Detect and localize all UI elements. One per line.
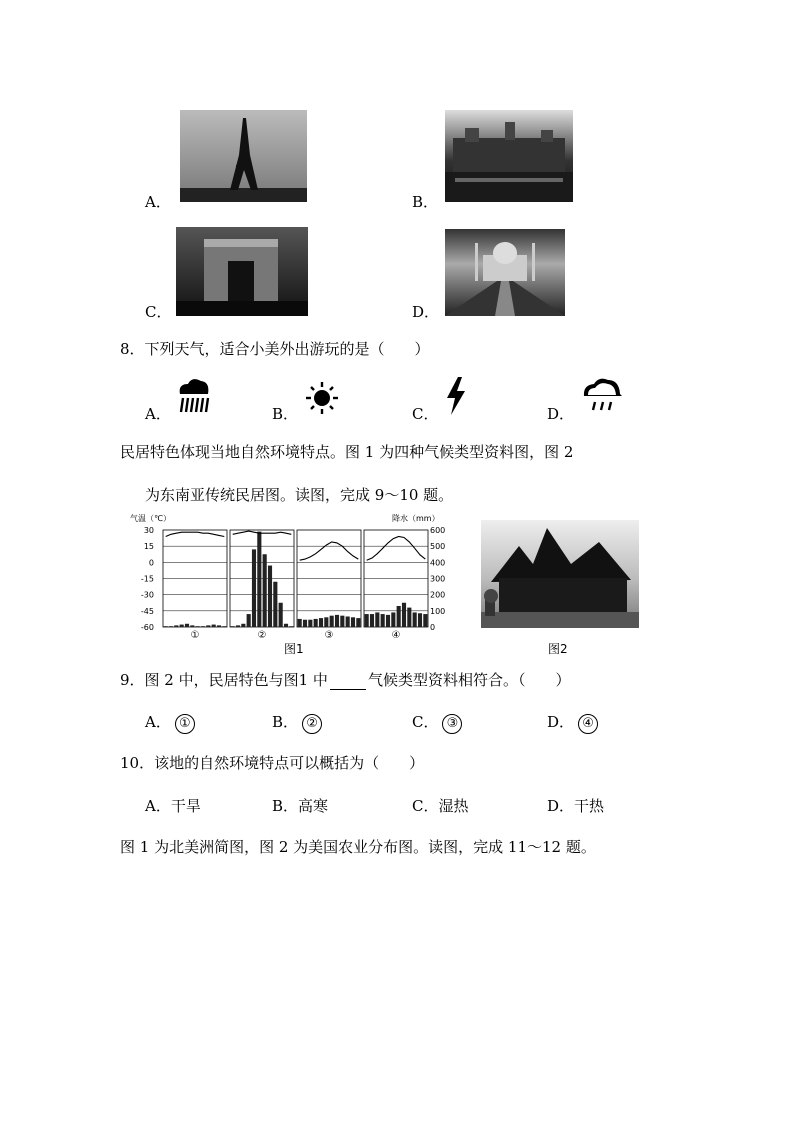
precipitation-tick-label: 500 xyxy=(430,542,446,552)
q10-option-a-letter: A． xyxy=(145,797,171,815)
southeast-asian-house-photo xyxy=(481,520,639,628)
q10-option-d-letter: D． xyxy=(547,797,575,815)
precipitation-bar xyxy=(273,582,277,627)
precipitation-bar xyxy=(206,625,210,627)
precipitation-bar xyxy=(164,626,168,627)
precipitation-bar xyxy=(284,624,288,627)
q9-option-c-letter: C． xyxy=(412,713,439,731)
q9-option-d-value: ④ xyxy=(578,714,598,734)
q10-option-b xyxy=(272,795,328,816)
taj-mahal-photo xyxy=(445,229,565,316)
precipitation-bar xyxy=(217,625,221,627)
temperature-tick-label: -60 xyxy=(140,623,154,632)
precipitation-bar xyxy=(423,614,427,627)
sunny-icon xyxy=(303,380,341,416)
eiffel-tower-photo xyxy=(180,110,307,202)
heavy-rain-icon xyxy=(176,376,212,416)
q10-option-d xyxy=(547,795,604,816)
q10-option-d-value: 干热 xyxy=(574,797,605,815)
q7-option-c-letter: C． xyxy=(145,303,172,321)
q9-option-d-letter: D． xyxy=(547,713,575,731)
temperature-curve xyxy=(166,532,225,536)
temperature-curve xyxy=(367,537,426,561)
q9-stem xyxy=(120,669,570,690)
precipitation-bar xyxy=(407,608,411,627)
precipitation-bar xyxy=(196,626,200,627)
precipitation-bar xyxy=(222,626,226,627)
precipitation-bar xyxy=(201,626,205,627)
precipitation-bar xyxy=(236,625,240,627)
temperature-axis-label: 气温（℃） xyxy=(130,514,171,523)
figure1-caption: 图1 xyxy=(284,642,304,656)
precipitation-bar xyxy=(169,626,173,627)
q9-option-b-value: ② xyxy=(302,714,322,734)
precipitation-bar xyxy=(335,615,339,627)
precipitation-bar xyxy=(185,624,189,627)
precipitation-tick-label: 400 xyxy=(430,558,446,568)
q10-option-b-value: 高寒 xyxy=(298,797,329,815)
light-rain-icon xyxy=(582,374,624,416)
precipitation-bar xyxy=(413,612,417,627)
q10-stem: 10．该地的自然环境特点可以概括为（ ） xyxy=(120,754,425,772)
q10-option-c-letter: C． xyxy=(412,797,439,815)
temperature-tick-label: -45 xyxy=(140,606,154,616)
q10-option-c xyxy=(412,795,469,816)
precipitation-bar xyxy=(174,625,178,627)
q9-option-a xyxy=(145,711,195,734)
precipitation-bar xyxy=(263,554,267,627)
precipitation-bar xyxy=(308,620,312,627)
q10-option-b-letter: B． xyxy=(272,797,299,815)
q9-option-a-letter: A． xyxy=(145,713,171,731)
figure2-caption: 图2 xyxy=(548,642,568,656)
precipitation-bar xyxy=(375,612,379,627)
temperature-tick-label: 30 xyxy=(143,526,154,535)
precipitation-bar xyxy=(330,616,334,627)
q8-stem: 8．下列天气，适合小美外出游玩的是（ ） xyxy=(120,340,430,358)
q8-option-c-letter: C． xyxy=(412,405,439,423)
precipitation-bar xyxy=(180,625,184,627)
temperature-tick-label: 15 xyxy=(143,542,154,552)
precipitation-tick-label: 300 xyxy=(430,574,446,584)
precipitation-bar xyxy=(247,614,251,627)
intro-9-10-line2: 为东南亚传统民居图。读图，完成 9～10 题。 xyxy=(145,486,454,504)
precipitation-bar xyxy=(298,619,302,627)
precipitation-bar xyxy=(268,566,272,627)
precipitation-bar xyxy=(381,614,385,627)
temperature-tick-label: -30 xyxy=(140,590,154,600)
precipitation-bar xyxy=(402,603,406,627)
precipitation-bar xyxy=(212,625,216,627)
precipitation-bar xyxy=(386,615,390,627)
panel-label: ② xyxy=(257,630,267,641)
q10-option-a xyxy=(145,795,201,816)
temperature-tick-label: -15 xyxy=(140,574,154,584)
precipitation-axis-label: 降水（mm） xyxy=(392,514,440,523)
precipitation-bar xyxy=(346,616,350,627)
q9-option-b xyxy=(272,711,322,734)
q8-option-a-letter: A． xyxy=(145,405,171,423)
precipitation-bar xyxy=(241,624,245,627)
precipitation-bar xyxy=(324,617,328,627)
precipitation-bar xyxy=(303,620,307,627)
climate-charts-figure xyxy=(130,513,470,661)
precipitation-bar xyxy=(391,612,395,627)
q8-option-d-letter: D． xyxy=(547,405,575,423)
q9-option-c-value: ③ xyxy=(442,714,462,734)
q9-option-d xyxy=(547,711,598,734)
q10-option-a-value: 干旱 xyxy=(170,797,201,815)
precipitation-bar xyxy=(231,626,235,627)
precipitation-bar xyxy=(279,603,283,627)
arc-de-triomphe-photo xyxy=(176,227,308,316)
panel-label: ① xyxy=(190,630,200,641)
precipitation-bar xyxy=(397,606,401,627)
panel-label: ④ xyxy=(391,630,401,641)
precipitation-bar xyxy=(351,617,355,627)
palace-photo xyxy=(445,110,573,202)
temperature-curve xyxy=(233,531,292,534)
precipitation-bar xyxy=(190,625,194,627)
q9-stem-after: 气候类型资料相符合。（ ） xyxy=(367,671,571,689)
temperature-curve xyxy=(300,542,359,560)
answer-blank xyxy=(330,671,366,690)
panel-label: ③ xyxy=(324,630,334,641)
precipitation-bar xyxy=(370,614,374,627)
q9-stem-before: 9．图 2 中，民居特色与图1 中 xyxy=(120,671,328,689)
q9-option-c xyxy=(412,711,462,734)
precipitation-bar xyxy=(289,626,293,627)
q9-option-b-letter: B． xyxy=(272,713,299,731)
precipitation-bar xyxy=(257,532,261,627)
q9-option-a-value: ① xyxy=(175,714,195,734)
precipitation-tick-label: 200 xyxy=(430,590,446,600)
precipitation-bar xyxy=(252,549,256,627)
q10-option-c-value: 湿热 xyxy=(438,797,469,815)
lightning-icon xyxy=(444,376,468,416)
intro-11-12: 图 1 为北美洲简图，图 2 为美国农业分布图。读图，完成 11～12 题。 xyxy=(120,838,596,856)
temperature-tick-label: 0 xyxy=(148,558,154,568)
precipitation-tick-label: 0 xyxy=(430,623,436,632)
intro-9-10-line1: 民居特色体现当地自然环境特点。图 1 为四种气候类型资料图，图 2 xyxy=(120,443,574,461)
precipitation-bar xyxy=(319,618,323,627)
precipitation-bar xyxy=(314,619,318,627)
q7-option-d-letter: D． xyxy=(412,303,440,321)
precipitation-bar xyxy=(340,616,344,627)
q7-option-a-letter: A． xyxy=(145,193,171,211)
precipitation-bar xyxy=(418,613,422,627)
q7-option-b-letter: B． xyxy=(412,193,439,211)
precipitation-tick-label: 100 xyxy=(430,606,446,616)
precipitation-bar xyxy=(365,614,369,627)
q8-option-b-letter: B． xyxy=(272,405,299,423)
precipitation-bar xyxy=(356,618,360,627)
precipitation-tick-label: 600 xyxy=(430,526,446,535)
